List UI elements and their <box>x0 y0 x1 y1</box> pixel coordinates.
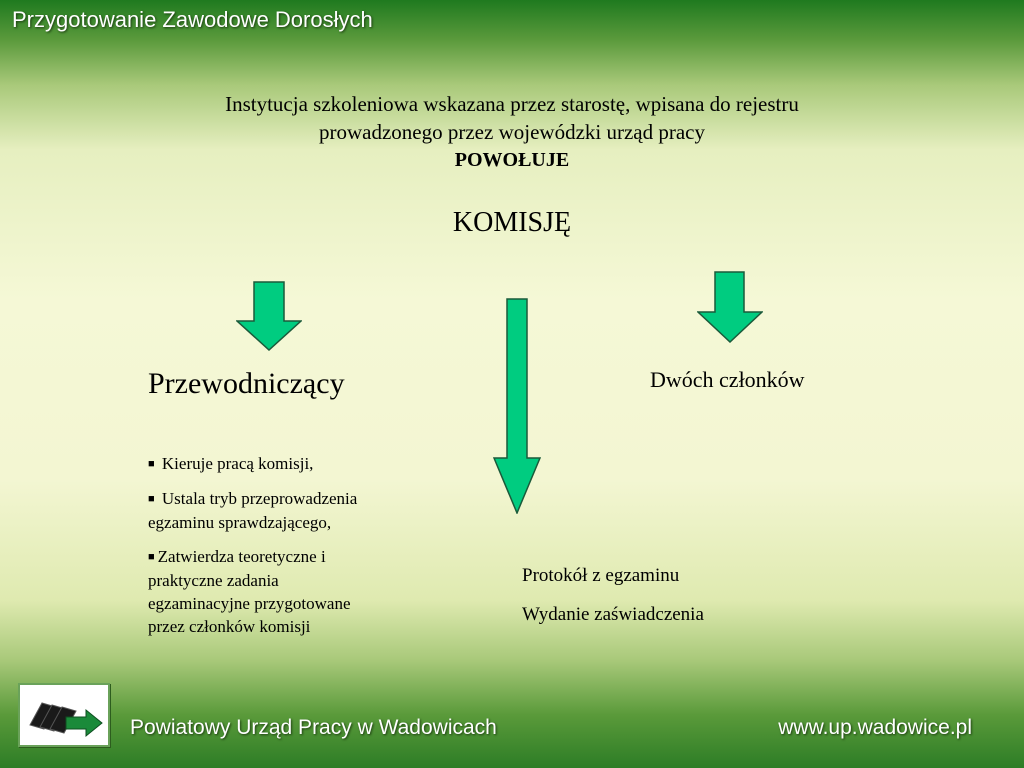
list-item: ■ Kieruje pracą komisji, <box>148 454 314 473</box>
bullet-icon: ■ <box>148 493 155 505</box>
duties-list <box>148 452 378 649</box>
intro-line-1: Instytucja szkoleniowa wskazana przez starostę, wpisana do rejestru <box>225 92 799 116</box>
bullet-icon: ■ <box>148 458 155 470</box>
intro-emphasis: POWOŁUJE <box>454 149 570 171</box>
footer-website-link[interactable]: www.up.wadowice.pl <box>778 716 972 739</box>
next-slide-icon <box>20 685 108 745</box>
next-slide-button[interactable] <box>18 683 110 747</box>
chairman-label: Przewodniczący <box>148 367 345 400</box>
intro-line-2: prowadzonego przez wojewódzki urząd pracy <box>319 120 705 144</box>
outcome-protocol: Protokół z egzaminu <box>522 565 680 586</box>
list-item: ■ Ustala tryb przeprowadzenia egzaminu sprawdzającego, <box>148 489 358 532</box>
bullet-icon: ■ <box>148 551 155 563</box>
arrow-down-icon <box>697 271 763 343</box>
komisje-heading: KOMISJĘ <box>452 207 572 238</box>
arrow-down-icon <box>236 281 302 351</box>
outcome-certificate: Wydanie zaświadczenia <box>522 604 704 625</box>
footer-office: Powiatowy Urząd Pracy w Wadowicach <box>130 716 497 739</box>
arrow-down-icon <box>493 298 541 514</box>
header-title: Przygotowanie Zawodowe Dorosłych <box>12 7 373 32</box>
members-label: Dwóch członków <box>650 367 805 392</box>
list-item: ■ Zatwierdza teoretyczne i praktyczne zadania egzaminacyjne przygotowane przez członków komisji <box>148 547 351 636</box>
intro-text <box>100 90 924 174</box>
